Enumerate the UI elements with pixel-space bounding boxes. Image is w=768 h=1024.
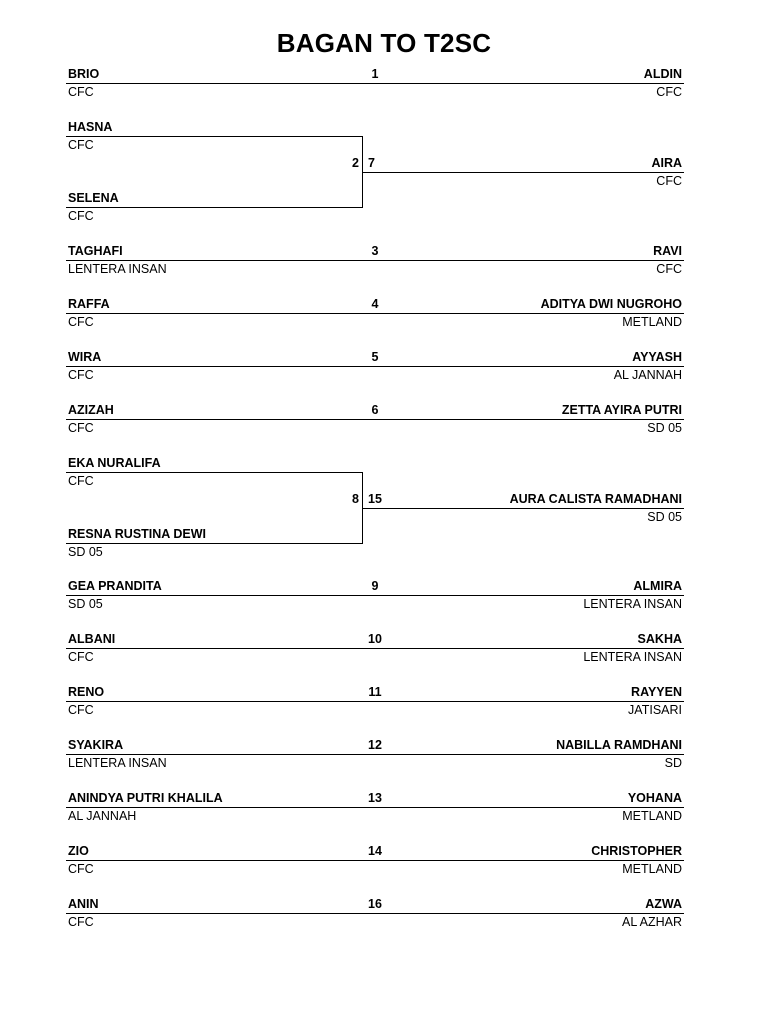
player-club-right: JATISARI bbox=[628, 703, 682, 717]
player-club-left: CFC bbox=[68, 421, 94, 435]
player-name-right: AYYASH bbox=[632, 350, 682, 364]
player-name-left: RAFFA bbox=[68, 297, 110, 311]
match-number: 16 bbox=[368, 897, 382, 911]
player-club-right: AL JANNAH bbox=[613, 368, 682, 382]
page-title: BAGAN TO T2SC bbox=[276, 28, 492, 58]
player-club-left: CFC bbox=[68, 650, 94, 664]
bracket-line-final bbox=[362, 172, 684, 173]
player-name-left: ZIO bbox=[68, 844, 89, 858]
match-number: 13 bbox=[368, 791, 382, 805]
player-club-right: SD 05 bbox=[647, 421, 682, 435]
player-club-left: CFC bbox=[68, 368, 94, 382]
player-club-right: AL AZHAR bbox=[622, 915, 682, 929]
player-club-left: CFC bbox=[68, 474, 94, 488]
match-line bbox=[66, 83, 684, 84]
match-line bbox=[66, 701, 684, 702]
player-club-left: SD 05 bbox=[68, 597, 103, 611]
player-name-left: AZIZAH bbox=[68, 403, 114, 417]
player-club-right: METLAND bbox=[622, 315, 682, 329]
player-club-right: SD 05 bbox=[647, 510, 682, 524]
player-name-left: ALBANI bbox=[68, 632, 116, 646]
player-club-left: CFC bbox=[68, 315, 94, 329]
player-club-left: CFC bbox=[68, 703, 94, 717]
player-club-left: CFC bbox=[68, 862, 94, 876]
player-name-left: HASNA bbox=[68, 120, 113, 134]
player-name-right: ALDIN bbox=[643, 67, 682, 81]
player-club-left: LENTERA INSAN bbox=[68, 756, 167, 770]
player-club-right: METLAND bbox=[622, 862, 682, 876]
bracket-line-bottom bbox=[66, 543, 362, 544]
player-club-right: METLAND bbox=[622, 809, 682, 823]
match-number: 6 bbox=[371, 403, 379, 417]
match-number: 8 bbox=[352, 492, 359, 506]
bracket-line-bottom bbox=[66, 207, 362, 208]
player-name-left: EKA NURALIFA bbox=[68, 456, 161, 470]
match-number: 5 bbox=[371, 350, 379, 364]
match-line bbox=[66, 913, 684, 914]
player-name-left: GEA PRANDITA bbox=[68, 579, 162, 593]
player-club-left: LENTERA INSAN bbox=[68, 262, 167, 276]
bracket-line-final bbox=[362, 508, 684, 509]
player-club-right: SD bbox=[664, 756, 682, 770]
match-line bbox=[66, 860, 684, 861]
player-name-left: WIRA bbox=[68, 350, 102, 364]
player-name-right: YOHANA bbox=[627, 791, 682, 805]
match-number: 14 bbox=[368, 844, 382, 858]
player-name-left: ANINDYA PUTRI KHALILA bbox=[68, 791, 223, 805]
player-club-right: CFC bbox=[656, 262, 682, 276]
match-line bbox=[66, 648, 684, 649]
player-club-left: CFC bbox=[68, 915, 94, 929]
match-number: 3 bbox=[371, 244, 379, 258]
player-name-right: NABILLA RAMDHANI bbox=[556, 738, 682, 752]
player-name-right: RAVI bbox=[653, 244, 682, 258]
bracket-line-top bbox=[66, 136, 362, 137]
player-name-left: TAGHAFI bbox=[68, 244, 123, 258]
player-name-right: AZWA bbox=[645, 897, 682, 911]
player-name-right: ZETTA AYIRA PUTRI bbox=[561, 403, 682, 417]
match-line bbox=[66, 313, 684, 314]
player-name-right: RAYYEN bbox=[631, 685, 682, 699]
player-club-left: CFC bbox=[68, 138, 94, 152]
player-name-left: RENO bbox=[68, 685, 105, 699]
match-line bbox=[66, 260, 684, 261]
player-name-right: SAKHA bbox=[637, 632, 682, 646]
player-name-left: ANIN bbox=[68, 897, 99, 911]
match-number: 2 bbox=[352, 156, 359, 170]
player-name-left: SELENA bbox=[68, 191, 119, 205]
player-name-right: ADITYA DWI NUGROHO bbox=[540, 297, 682, 311]
match-number: 12 bbox=[368, 738, 382, 752]
match-line bbox=[66, 754, 684, 755]
player-name-right: CHRISTOPHER bbox=[591, 844, 682, 858]
match-number: 15 bbox=[368, 492, 382, 506]
match-number: 7 bbox=[368, 156, 375, 170]
match-number: 9 bbox=[371, 579, 379, 593]
player-club-right: CFC bbox=[656, 174, 682, 188]
player-name-right: AIRA bbox=[651, 156, 682, 170]
match-line bbox=[66, 419, 684, 420]
player-club-left: SD 05 bbox=[68, 545, 103, 559]
player-club-left: CFC bbox=[68, 209, 94, 223]
player-club-left: AL JANNAH bbox=[68, 809, 137, 823]
bracket-line-top bbox=[66, 472, 362, 473]
match-number: 10 bbox=[368, 632, 382, 646]
match-line bbox=[66, 595, 684, 596]
match-number: 11 bbox=[368, 685, 382, 699]
match-number: 4 bbox=[371, 297, 379, 311]
player-name-left: BRIO bbox=[68, 67, 100, 81]
player-name-right: AURA CALISTA RAMADHANI bbox=[509, 492, 682, 506]
match-line bbox=[66, 807, 684, 808]
player-name-left: RESNA RUSTINA DEWI bbox=[68, 527, 206, 541]
player-name-left: SYAKIRA bbox=[68, 738, 124, 752]
player-club-right: LENTERA INSAN bbox=[583, 650, 682, 664]
player-club-right: CFC bbox=[656, 85, 682, 99]
player-name-right: ALMIRA bbox=[633, 579, 682, 593]
player-club-right: LENTERA INSAN bbox=[583, 597, 682, 611]
match-number: 1 bbox=[371, 67, 379, 81]
match-line bbox=[66, 366, 684, 367]
player-club-left: CFC bbox=[68, 85, 94, 99]
